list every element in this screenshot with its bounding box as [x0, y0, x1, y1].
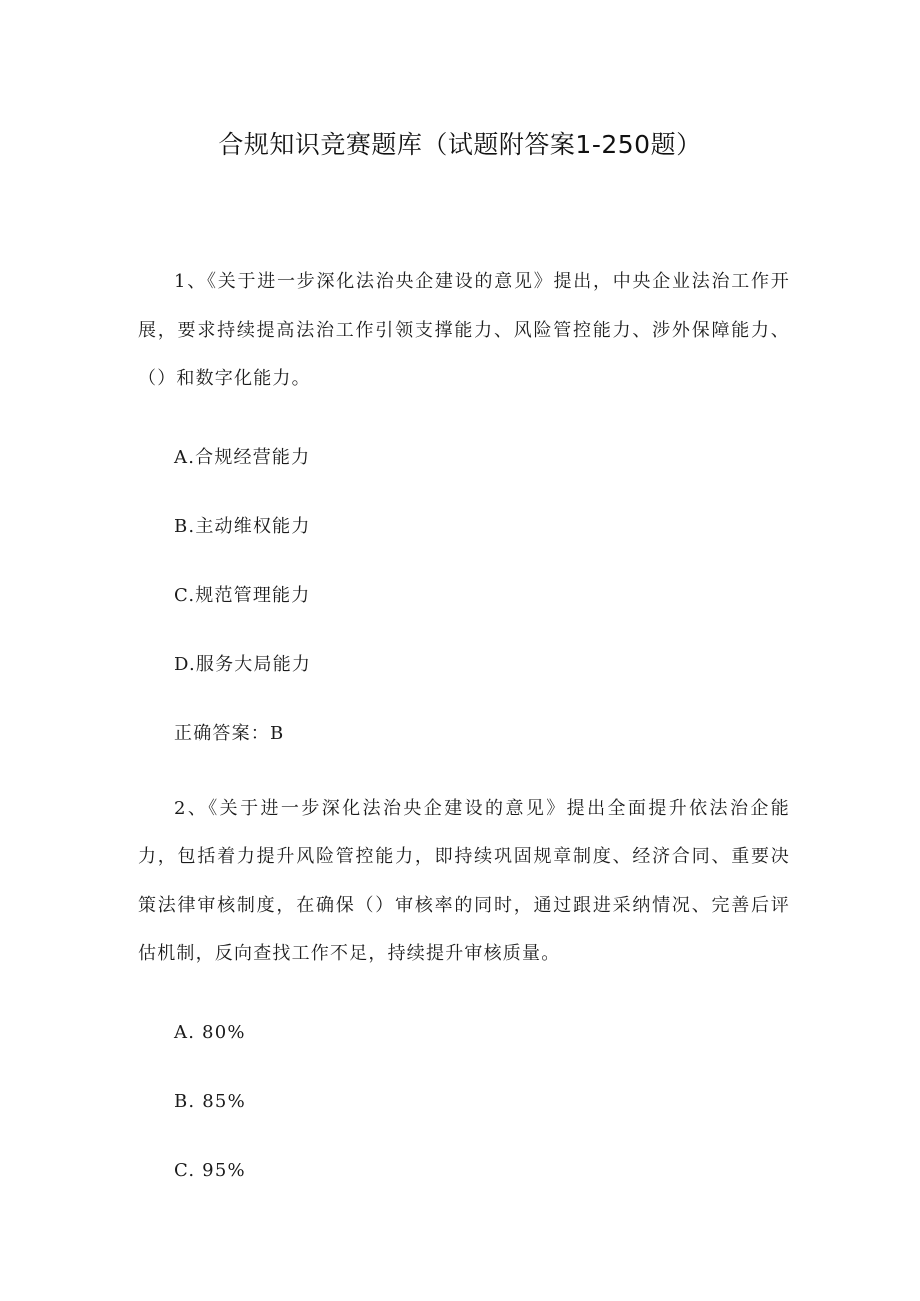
question-stem: 2、《关于进一步深化法治央企建设的意见》提出全面提升依法治企能力，包括着力提升风险管控能力，即持续巩固规章制度、经济合同、重要决策法律审核制度，在确保（）审核率的同时，通过跟进采纳情况、完善后评估机制，反向查找工作不足，持续提升审核质量。: [138, 797, 790, 964]
option-a: A. 80%: [174, 1021, 246, 1043]
option-c: C.规范管理能力: [174, 584, 311, 606]
document-title: 合规知识竞赛题库（试题附答案1-250题）: [218, 130, 702, 159]
question-list: [138, 258, 790, 1186]
question-stem: 1、《关于进一步深化法治央企建设的意见》提出，中央企业法治工作开展，要求持续提高法治工作引领支撑能力、风险管控能力、涉外保障能力、（）和数字化能力。: [138, 271, 790, 389]
option-d: D.服务大局能力: [174, 653, 312, 675]
option-a: A.合规经营能力: [174, 446, 311, 468]
correct-answer: 正确答案：B: [174, 722, 285, 744]
question-2: [138, 785, 790, 1186]
option-b: B.主动维权能力: [174, 515, 311, 537]
question-1: [138, 258, 790, 749]
option-c: C. 95%: [174, 1159, 246, 1181]
option-b: B. 85%: [174, 1090, 246, 1112]
